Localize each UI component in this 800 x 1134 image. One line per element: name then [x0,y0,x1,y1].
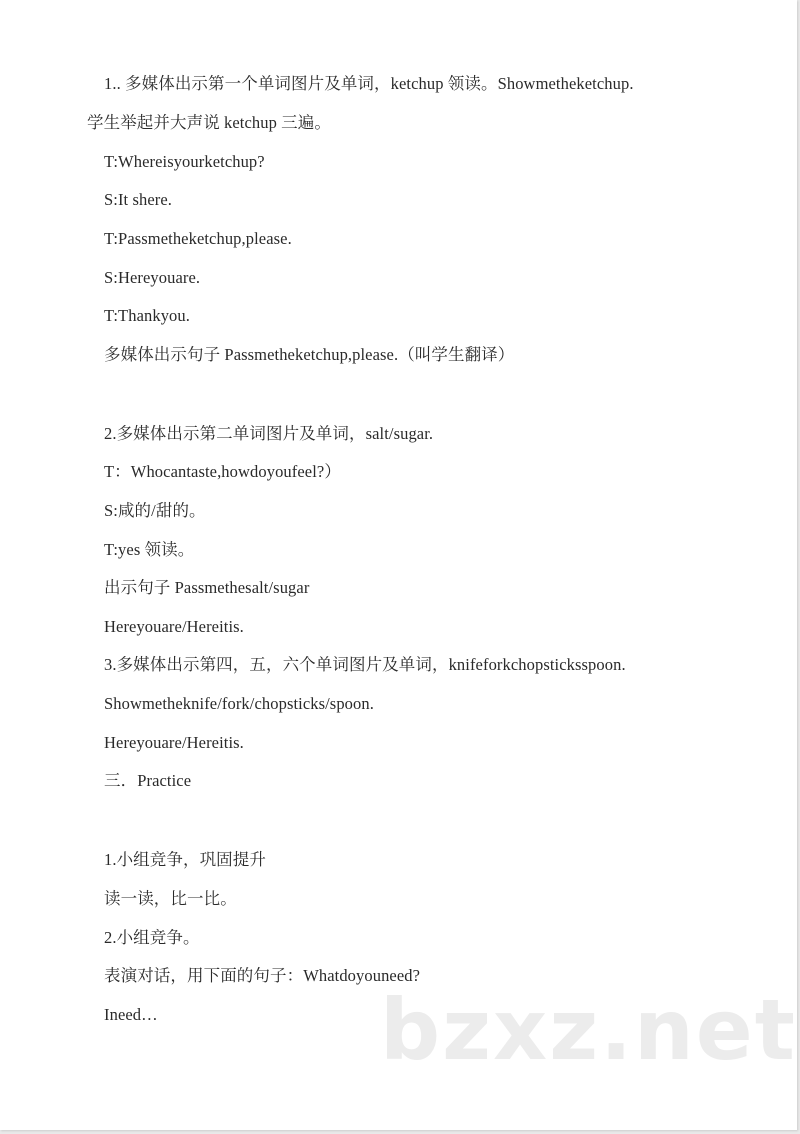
practice-step-1: 1.小组竞争，巩固提升 [104,850,266,869]
instruction-line: 出示句子 Passmethesalt/sugar [104,578,310,597]
dialogue-line: S:咸的/甜的。 [104,501,206,520]
dialogue-line: T:Passmetheketchup,please. [104,229,292,248]
dialogue-line: T:Whereisyourketchup? [104,152,265,171]
paragraph-step-2: 2.多媒体出示第二单词图片及单词，salt/sugar. [104,424,434,443]
section-heading-practice: 三．Practice [104,771,192,790]
dialogue-line: Hereyouare/Hereitis. [104,617,244,636]
dialogue-line: T:Thankyou. [104,306,190,325]
dialogue-line: T：Whocantaste,howdoyoufeel?） [104,462,341,481]
watermark: bzxz.net [380,981,797,1079]
paragraph-step-1: 1.. 多媒体出示第一个单词图片及单词，ketchup 领读。Showmetheketchup. [104,74,634,93]
dialogue-line: T:yes 领读。 [104,540,195,559]
practice-step-2: 2.小组竞争。 [104,928,200,947]
paragraph-step-1-continued: 学生举起并大声说 ketchup 三遍。 [87,113,331,132]
dialogue-line: Ineed… [104,1005,158,1024]
instruction-line: 多媒体出示句子 Passmetheketchup,please.（叫学生翻译） [104,345,515,364]
paragraph-step-3: 3.多媒体出示第四，五，六个单词图片及单词，knifeforkchopsticksspoon. [104,655,626,674]
dialogue-line: Showmetheknife/fork/chopsticks/spoon. [104,694,374,713]
dialogue-line: Hereyouare/Hereitis. [104,733,244,752]
dialogue-line: S:Hereyouare. [104,268,201,287]
dialogue-line: S:It shere. [104,190,173,209]
instruction-line: 表演对话，用下面的句子：Whatdoyouneed? [104,966,421,985]
instruction-line: 读一读，比一比。 [104,889,237,908]
